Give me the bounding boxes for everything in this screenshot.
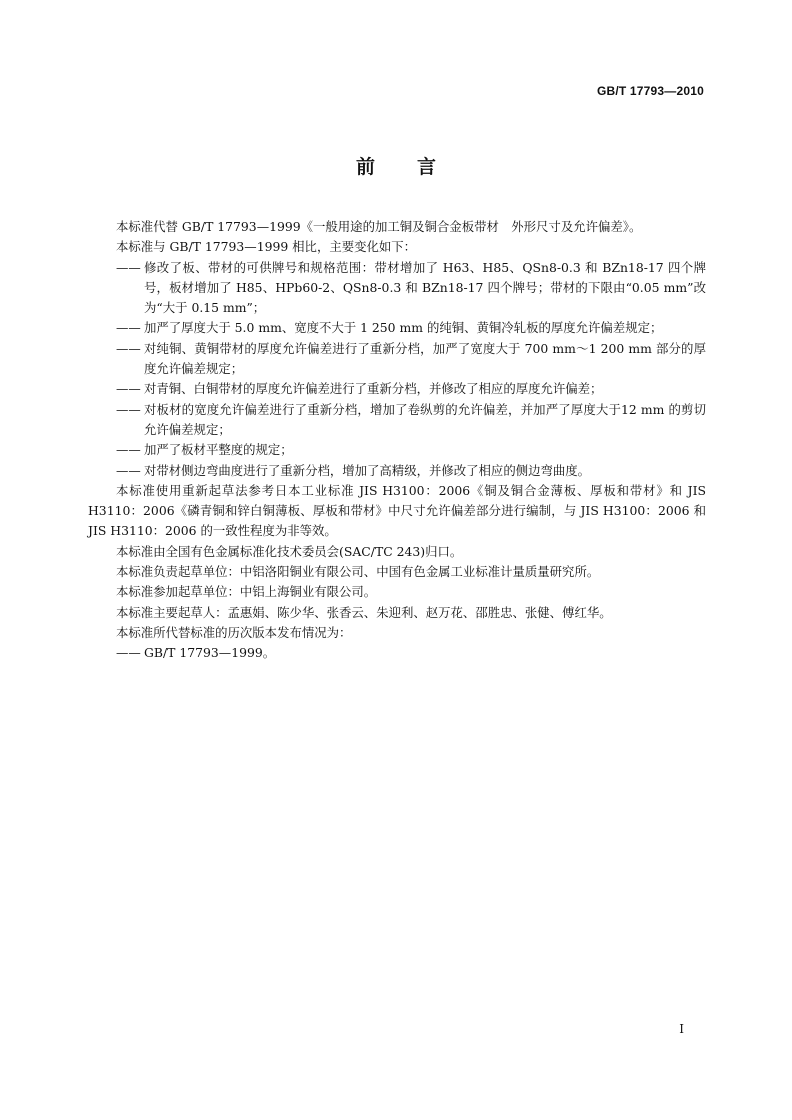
list-item <box>88 339 706 380</box>
changes-intro-paragraph: 本标准与 GB/T 17793—1999 相比，主要变化如下： <box>116 239 417 255</box>
list-item-text: 加严了厚度大于 5.0 mm、宽度不大于 1 250 mm 的纯铜、黄铜冷轧板的厚度允许偏差规定； <box>144 320 663 336</box>
list-item-text: GB/T 17793—1999。 <box>144 645 276 661</box>
dash-marker: —— <box>116 259 141 275</box>
main-authors-paragraph: 本标准主要起草人：孟惠娟、陈少华、张香云、朱迎利、赵万花、邵胜忠、张健、傅红华。 <box>116 604 612 620</box>
dash-marker: —— <box>116 462 141 478</box>
replacement-paragraph: 本标准代替 GB/T 17793—1999《一般用途的加工铜及铜合金板带材 外形尺寸及允许偏差》。 <box>116 219 642 234</box>
history-intro-paragraph: 本标准所代替标准的历次版本发布情况为： <box>116 624 352 640</box>
list-item <box>88 318 706 338</box>
lead-drafters-paragraph: 本标准负责起草单位：中铝洛阳铜业有限公司、中国有色金属工业标准计量质量研究所。 <box>116 564 600 580</box>
list-item-text: 修改了板、带材的可供牌号和规格范围：带材增加了 H63、H85、QSn8-0.3 和 BZn18-17 四个牌号，板材增加了 H85、HPb60-2、QSn8-0.3 和 BZn18-17 四个牌号；带材的下限由“0.05 mm”改为“大于 0.15 mm”； <box>144 259 706 316</box>
reference-standards-paragraph: 本标准使用重新起草法参考日本工业标准 JIS H3100：2006《铜及铜合金薄板、厚板和带材》和 JIS H3110：2006《磷青铜和锌白铜薄板、厚板和带材》中尺寸允许偏差部分进行编制，与 JIS H3100：2006 和 JIS H3110：2006 的一致性程度为非等效。 <box>88 482 706 539</box>
dash-marker: —— <box>116 645 141 661</box>
participating-drafters-paragraph: 本标准参加起草单位：中铝上海铜业有限公司。 <box>116 584 377 600</box>
dash-marker: —— <box>116 381 141 397</box>
dash-marker: —— <box>116 401 141 417</box>
list-item <box>88 643 706 663</box>
dash-marker: —— <box>116 340 141 356</box>
list-item <box>88 440 706 460</box>
list-item-text: 对板材的宽度允许偏差进行了重新分档，增加了卷纵剪的允许偏差，并加严了厚度大于12 mm 的剪切允许偏差规定； <box>144 401 706 437</box>
page-number: I <box>679 1022 684 1036</box>
list-item-text: 加严了板材平整度的规定； <box>144 442 293 458</box>
foreword-body <box>88 217 706 664</box>
jurisdiction-paragraph: 本标准由全国有色金属标准化技术委员会(SAC/TC 243)归口。 <box>116 543 463 559</box>
list-item <box>88 379 706 399</box>
standard-code: GB/T 17793—2010 <box>596 84 704 98</box>
list-item-text: 对纯铜、黄铜带材的厚度允许偏差进行了重新分档，加严了宽度大于 700 mm～1 200 mm 部分的厚度允许偏差规定； <box>144 340 706 377</box>
list-item <box>88 258 706 319</box>
history-list <box>88 643 706 663</box>
list-item <box>88 400 706 441</box>
dash-marker: —— <box>116 320 141 336</box>
list-item <box>88 461 706 481</box>
list-item-text: 对青铜、白铜带材的厚度允许偏差进行了重新分档，并修改了相应的厚度允许偏差； <box>144 381 603 397</box>
list-item-text: 对带材侧边弯曲度进行了重新分档，增加了高精级，并修改了相应的侧边弯曲度。 <box>144 462 591 478</box>
page-title: 前言 <box>355 156 478 178</box>
changes-list <box>88 258 706 481</box>
dash-marker: —— <box>116 442 141 458</box>
